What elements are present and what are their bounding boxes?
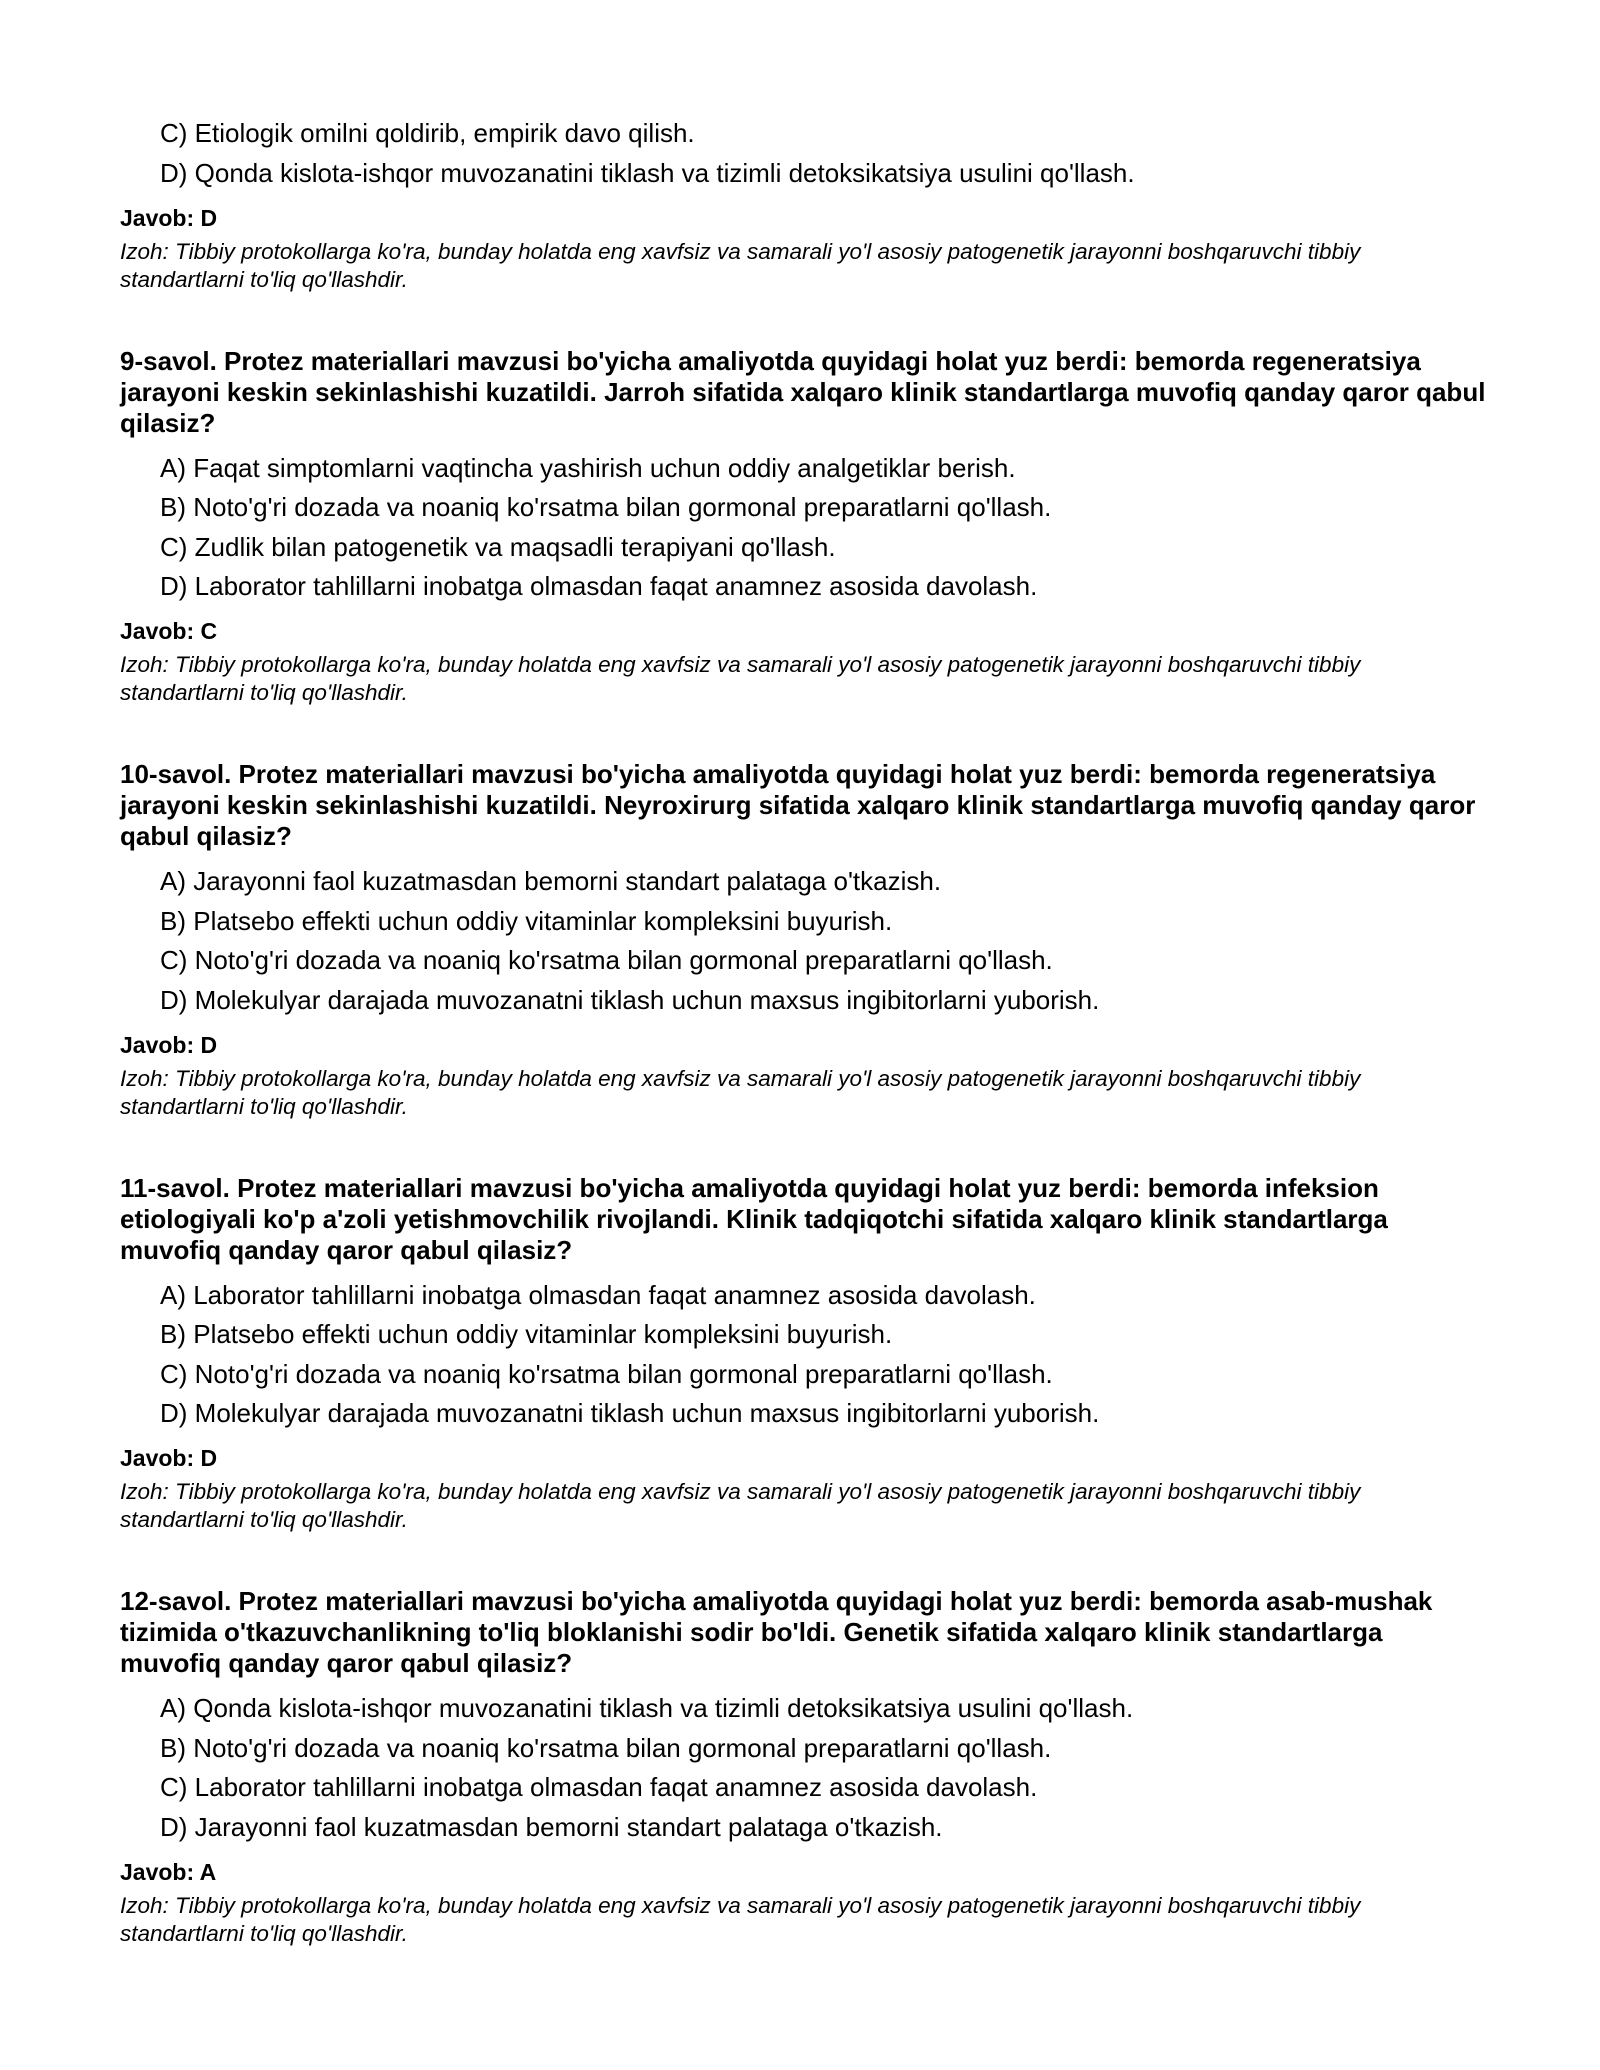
question-block-10	[120, 759, 1490, 1121]
answer-label: Javob: C	[120, 618, 218, 644]
explanation-note: Izoh: Tibbiy protokollarga ko'ra, bunday holatda eng xavfsiz va samarali yo'l asosiy patogenetik jarayonni boshqaruvchi tibbiy standartlarni to'liq qo'llashdir.	[120, 1479, 1361, 1532]
option-c: C) Laborator tahlillarni inobatga olmasdan faqat anamnez asosida davolash.	[160, 1772, 1038, 1802]
option-b: B) Platsebo effekti uchun oddiy vitaminlar kompleksini buyurish.	[160, 905, 893, 936]
question-block-9	[120, 346, 1490, 708]
document-page	[120, 118, 1490, 1948]
question-text: 10-savol. Protez materiallari mavzusi bo'yicha amaliyotda quyidagi holat yuz berdi: bemorda regeneratsiya jarayoni keskin sekinlashishi kuzatildi. Neyroxirurg sifatida xalqaro klinik standartlarga muvofiq qanday qaror qabul qilasiz?	[120, 759, 1476, 851]
option-c: C) Noto'g'ri dozada va noaniq ko'rsatma bilan gormonal preparatlarni qo'llash.	[160, 945, 1053, 975]
option-d: D) Laborator tahlillarni inobatga olmasdan faqat anamnez asosida davolash.	[160, 571, 1038, 601]
answer-label: Javob: A	[120, 1858, 217, 1885]
option-b: B) Noto'g'ri dozada va noaniq ko'rsatma bilan gormonal preparatlarni qo'llash.	[160, 492, 1052, 522]
explanation-note: Izoh: Tibbiy protokollarga ko'ra, bunday holatda eng xavfsiz va samarali yo'l asosiy patogenetik jarayonni boshqaruvchi tibbiy standartlarni to'liq qo'llashdir.	[120, 652, 1361, 705]
question-block-11	[120, 1173, 1490, 1535]
option-c: C) Etiologik omilni qoldirib, empirik davo qilish.	[160, 118, 695, 148]
option-b: B) Platsebo effekti uchun oddiy vitaminlar kompleksini buyurish.	[160, 1319, 893, 1349]
option-a: A) Laborator tahlillarni inobatga olmasdan faqat anamnez asosida davolash.	[160, 1279, 1036, 1310]
question-text: 12-savol. Protez materiallari mavzusi bo'yicha amaliyotda quyidagi holat yuz berdi: bemorda asab-mushak tizimida o'tkazuvchanlikning to'liq bloklanishi sodir bo'ldi. Genetik sifatida xalqaro klinik standartlarga muvofiq qanday qaror qabul qilasiz?	[120, 1586, 1433, 1678]
option-a: A) Faqat simptomlarni vaqtincha yashirish uchun oddiy analgetiklar berish.	[160, 452, 1016, 483]
answer-label: Javob: D	[120, 1445, 218, 1471]
option-c: C) Noto'g'ri dozada va noaniq ko'rsatma bilan gormonal preparatlarni qo'llash.	[160, 1358, 1053, 1389]
option-d: D) Jarayonni faol kuzatmasdan bemorni standart palataga o'tkazish.	[160, 1811, 943, 1842]
question-block-12	[120, 1586, 1490, 1948]
question-text: 9-savol. Protez materiallari mavzusi bo'yicha amaliyotda quyidagi holat yuz berdi: bemorda regeneratsiya jarayoni keskin sekinlashishi kuzatildi. Jarroh sifatida xalqaro klinik standartlarga muvofiq qanday qaror qabul qilasiz?	[120, 345, 1486, 438]
question-8-continuation	[120, 118, 1490, 294]
option-b: B) Noto'g'ri dozada va noaniq ko'rsatma bilan gormonal preparatlarni qo'llash.	[160, 1732, 1052, 1763]
option-d: D) Molekulyar darajada muvozanatni tiklash uchun maxsus ingibitorlarni yuborish.	[160, 984, 1100, 1015]
explanation-note: Izoh: Tibbiy protokollarga ko'ra, bunday holatda eng xavfsiz va samarali yo'l asosiy patogenetik jarayonni boshqaruvchi tibbiy standartlarni to'liq qo'llashdir.	[120, 1065, 1361, 1119]
answer-label: Javob: D	[120, 204, 218, 231]
option-d: D) Molekulyar darajada muvozanatni tiklash uchun maxsus ingibitorlarni yuborish.	[160, 1398, 1100, 1428]
answer-label: Javob: D	[120, 1031, 218, 1058]
explanation-note: Izoh: Tibbiy protokollarga ko'ra, bunday holatda eng xavfsiz va samarali yo'l asosiy patogenetik jarayonni boshqaruvchi tibbiy standartlarni to'liq qo'llashdir.	[120, 1892, 1361, 1946]
option-d: D) Qonda kislota-ishqor muvozanatini tiklash va tizimli detoksikatsiya usulini qo'llash.	[160, 157, 1135, 188]
option-c: C) Zudlik bilan patogenetik va maqsadli terapiyani qo'llash.	[160, 531, 836, 562]
question-text: 11-savol. Protez materiallari mavzusi bo'yicha amaliyotda quyidagi holat yuz berdi: bemorda infeksion etiologiyali ko'p a'zoli yetishmovchilik rivojlandi. Klinik tadqiqotchi sifatida xalqaro klinik standartlarga muvofiq qanday qaror qabul qilasiz?	[120, 1172, 1388, 1265]
explanation-note: Izoh: Tibbiy protokollarga ko'ra, bunday holatda eng xavfsiz va samarali yo'l asosiy patogenetik jarayonni boshqaruvchi tibbiy standartlarni to'liq qo'llashdir.	[120, 238, 1361, 292]
option-a: A) Qonda kislota-ishqor muvozanatini tiklash va tizimli detoksikatsiya usulini qo'llash.	[160, 1693, 1134, 1723]
option-a: A) Jarayonni faol kuzatmasdan bemorni standart palataga o'tkazish.	[160, 866, 942, 896]
